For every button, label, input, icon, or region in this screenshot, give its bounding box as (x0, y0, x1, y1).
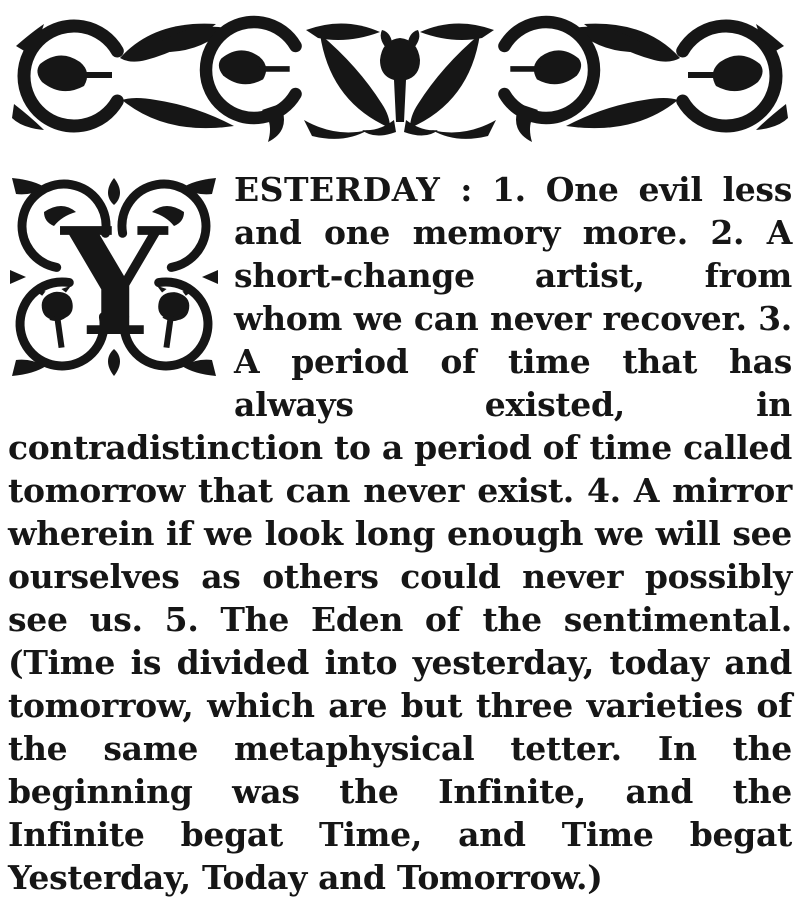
headword: ESTERDAY (234, 170, 441, 209)
entry-paragraph (8, 168, 792, 899)
headword-separator: : (440, 170, 492, 209)
floral-border-ornament (8, 8, 792, 142)
tulip-motif (362, 30, 438, 136)
drop-cap-block (8, 172, 220, 382)
drop-cap-letter: Y (61, 195, 167, 369)
ornate-initial-icon (8, 172, 220, 382)
floral-scroll-border-icon (8, 8, 792, 142)
entry-body-text: 1. One evil less and one memory more. 2. A short-change artist, from whom we can never recover. 3. A period of time that has always existed, in contradistinction to a period of time called tomorrow that can never exist. 4. A mirror wherein if we look long enough we will see ourselves as others could never possibly see us. 5. The Eden of the sentimental. (Time is divided into yesterday, today and tomorrow, which are but three varieties of the same metaphysical tetter. In the beginning was the Infinite, and the Infinite begat Time, and Time begat Yesterday, Today and Tomorrow.) (8, 170, 792, 897)
